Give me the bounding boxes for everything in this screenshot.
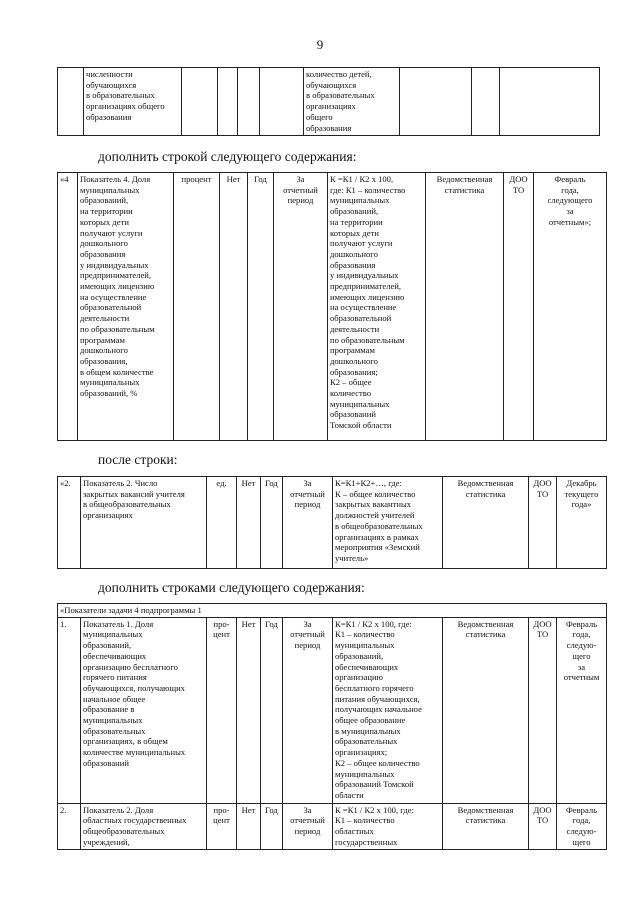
cell-formula: К=К1 / К2 х 100, где: К1 – количество муниципальных образований, обеспечивающих организацию бесплатного горячего питания обучающихся, получающих начальное общее образование в муниципальных образовательных организациях; К2 – общее количество муниципальных образований Томской области (333, 617, 443, 803)
cell-formula: К =К1 / К2 х 100, где: К1 – количество муниципальных образований, на территории которых дети получают услуги дошкольного образования у индивидуальных предпринимателей, имеющих лицензию на осуществление образовательной деятельности по образовательным программам дошкольного образования; К2 – общее количество муниципальных образований Томской области (328, 173, 426, 441)
cell-freq: Год (261, 617, 283, 803)
cell-unit: про- цент (207, 617, 237, 803)
cell-deadline: Декабрь текущего года» (557, 477, 607, 569)
cell-num: «4 (58, 173, 78, 441)
cell-deadline: Февраль года, следую- щего за отчетным (557, 617, 607, 803)
table-indicator-4 (57, 172, 607, 441)
cell-formula: К=К1+К2+…, где: К – общее количество закрытых вакантных должностей учителей в общеобразовательных организациях в рамках мероприятия «Земский учитель» (333, 477, 443, 569)
table-row (58, 803, 607, 849)
cell-deadline: Февраль года, следующего за отчетным»; (534, 173, 607, 441)
instruction-after-row: после строки: (98, 452, 178, 467)
cell-period: За отчетный период (283, 617, 333, 803)
cell-freq (238, 68, 260, 136)
table-header: «Показатели задачи 4 подпрограммы 1 (58, 604, 607, 618)
cell-resp: ДОО ТО (529, 617, 557, 803)
cell-indicator: Показатель 1. Доля муниципальных образований, обеспечивающих организацию бесплатного горячего питания обучающихся, получающих начальное общее образование в муниципальных образовательных организациях, в общем количестве муниципальных образований (81, 617, 207, 803)
cell-unit (182, 68, 218, 136)
table-continuation (57, 67, 600, 136)
instruction-add-rows: дополнить строками следующего содержания: (98, 580, 365, 595)
cell-deadline: Февраль года, следую- щего (557, 803, 607, 849)
cell-period: За отчетный период (274, 173, 328, 441)
cell-source: Ведомственная статистика (443, 617, 529, 803)
cell-indicator: численности обучающихся в образовательных организациях общего образования (84, 68, 182, 136)
cell-resp: ДОО ТО (504, 173, 534, 441)
cell-unit: процент (174, 173, 220, 441)
cell-source: Ведомственная статистика (443, 803, 529, 849)
cell-num (58, 68, 84, 136)
cell-flag: Нет (220, 173, 248, 441)
cell-indicator: Показатель 2. Доля областных государственных общеобразовательных учреждений, (81, 803, 207, 849)
cell-indicator: Показатель 2. Число закрытых вакансий учителя в общеобразовательных организациях (81, 477, 207, 569)
cell-num: 1. (58, 617, 81, 803)
cell-source: Ведомственная статистика (443, 477, 529, 569)
cell-unit: про- цент (207, 803, 237, 849)
cell-unit: ед. (207, 477, 237, 569)
cell-freq: Год (261, 803, 283, 849)
cell-resp: ДОО ТО (529, 477, 557, 569)
cell-period (260, 68, 304, 136)
cell-formula: К =К1 / К2 х 100, где: К1 – количество областных государственных (333, 803, 443, 849)
cell-flag: Нет (237, 803, 261, 849)
page-number: 9 (316, 37, 324, 52)
cell-freq: Год (261, 477, 283, 569)
instruction-add-row: дополнить строкой следующего содержания: (98, 149, 357, 164)
table-task-4 (57, 603, 607, 850)
cell-flag: Нет (237, 617, 261, 803)
cell-flag: Нет (237, 477, 261, 569)
cell-indicator: Показатель 4. Доля муниципальных образований, на территории которых дети получают услуги дошкольного образования у индивидуальных предпринимателей, имеющих лицензию на осуществление образовательной деятельности по образовательным программам дошкольного образования, в общем количестве муниципальных образований, % (78, 173, 174, 441)
cell-flag (218, 68, 238, 136)
cell-deadline (500, 68, 600, 136)
cell-resp (472, 68, 500, 136)
cell-formula: количество детей, обучающихся в образовательных организациях общего образования (304, 68, 400, 136)
cell-freq: Год (248, 173, 274, 441)
cell-source (400, 68, 472, 136)
cell-period: За отчетный период (283, 803, 333, 849)
cell-num: 2. (58, 803, 81, 849)
cell-source: Ведомственная статистика (426, 173, 504, 441)
cell-num: «2. (58, 477, 81, 569)
table-vacancies (57, 476, 607, 569)
table-row (58, 617, 607, 803)
cell-period: За отчетный период (283, 477, 333, 569)
cell-resp: ДОО ТО (529, 803, 557, 849)
